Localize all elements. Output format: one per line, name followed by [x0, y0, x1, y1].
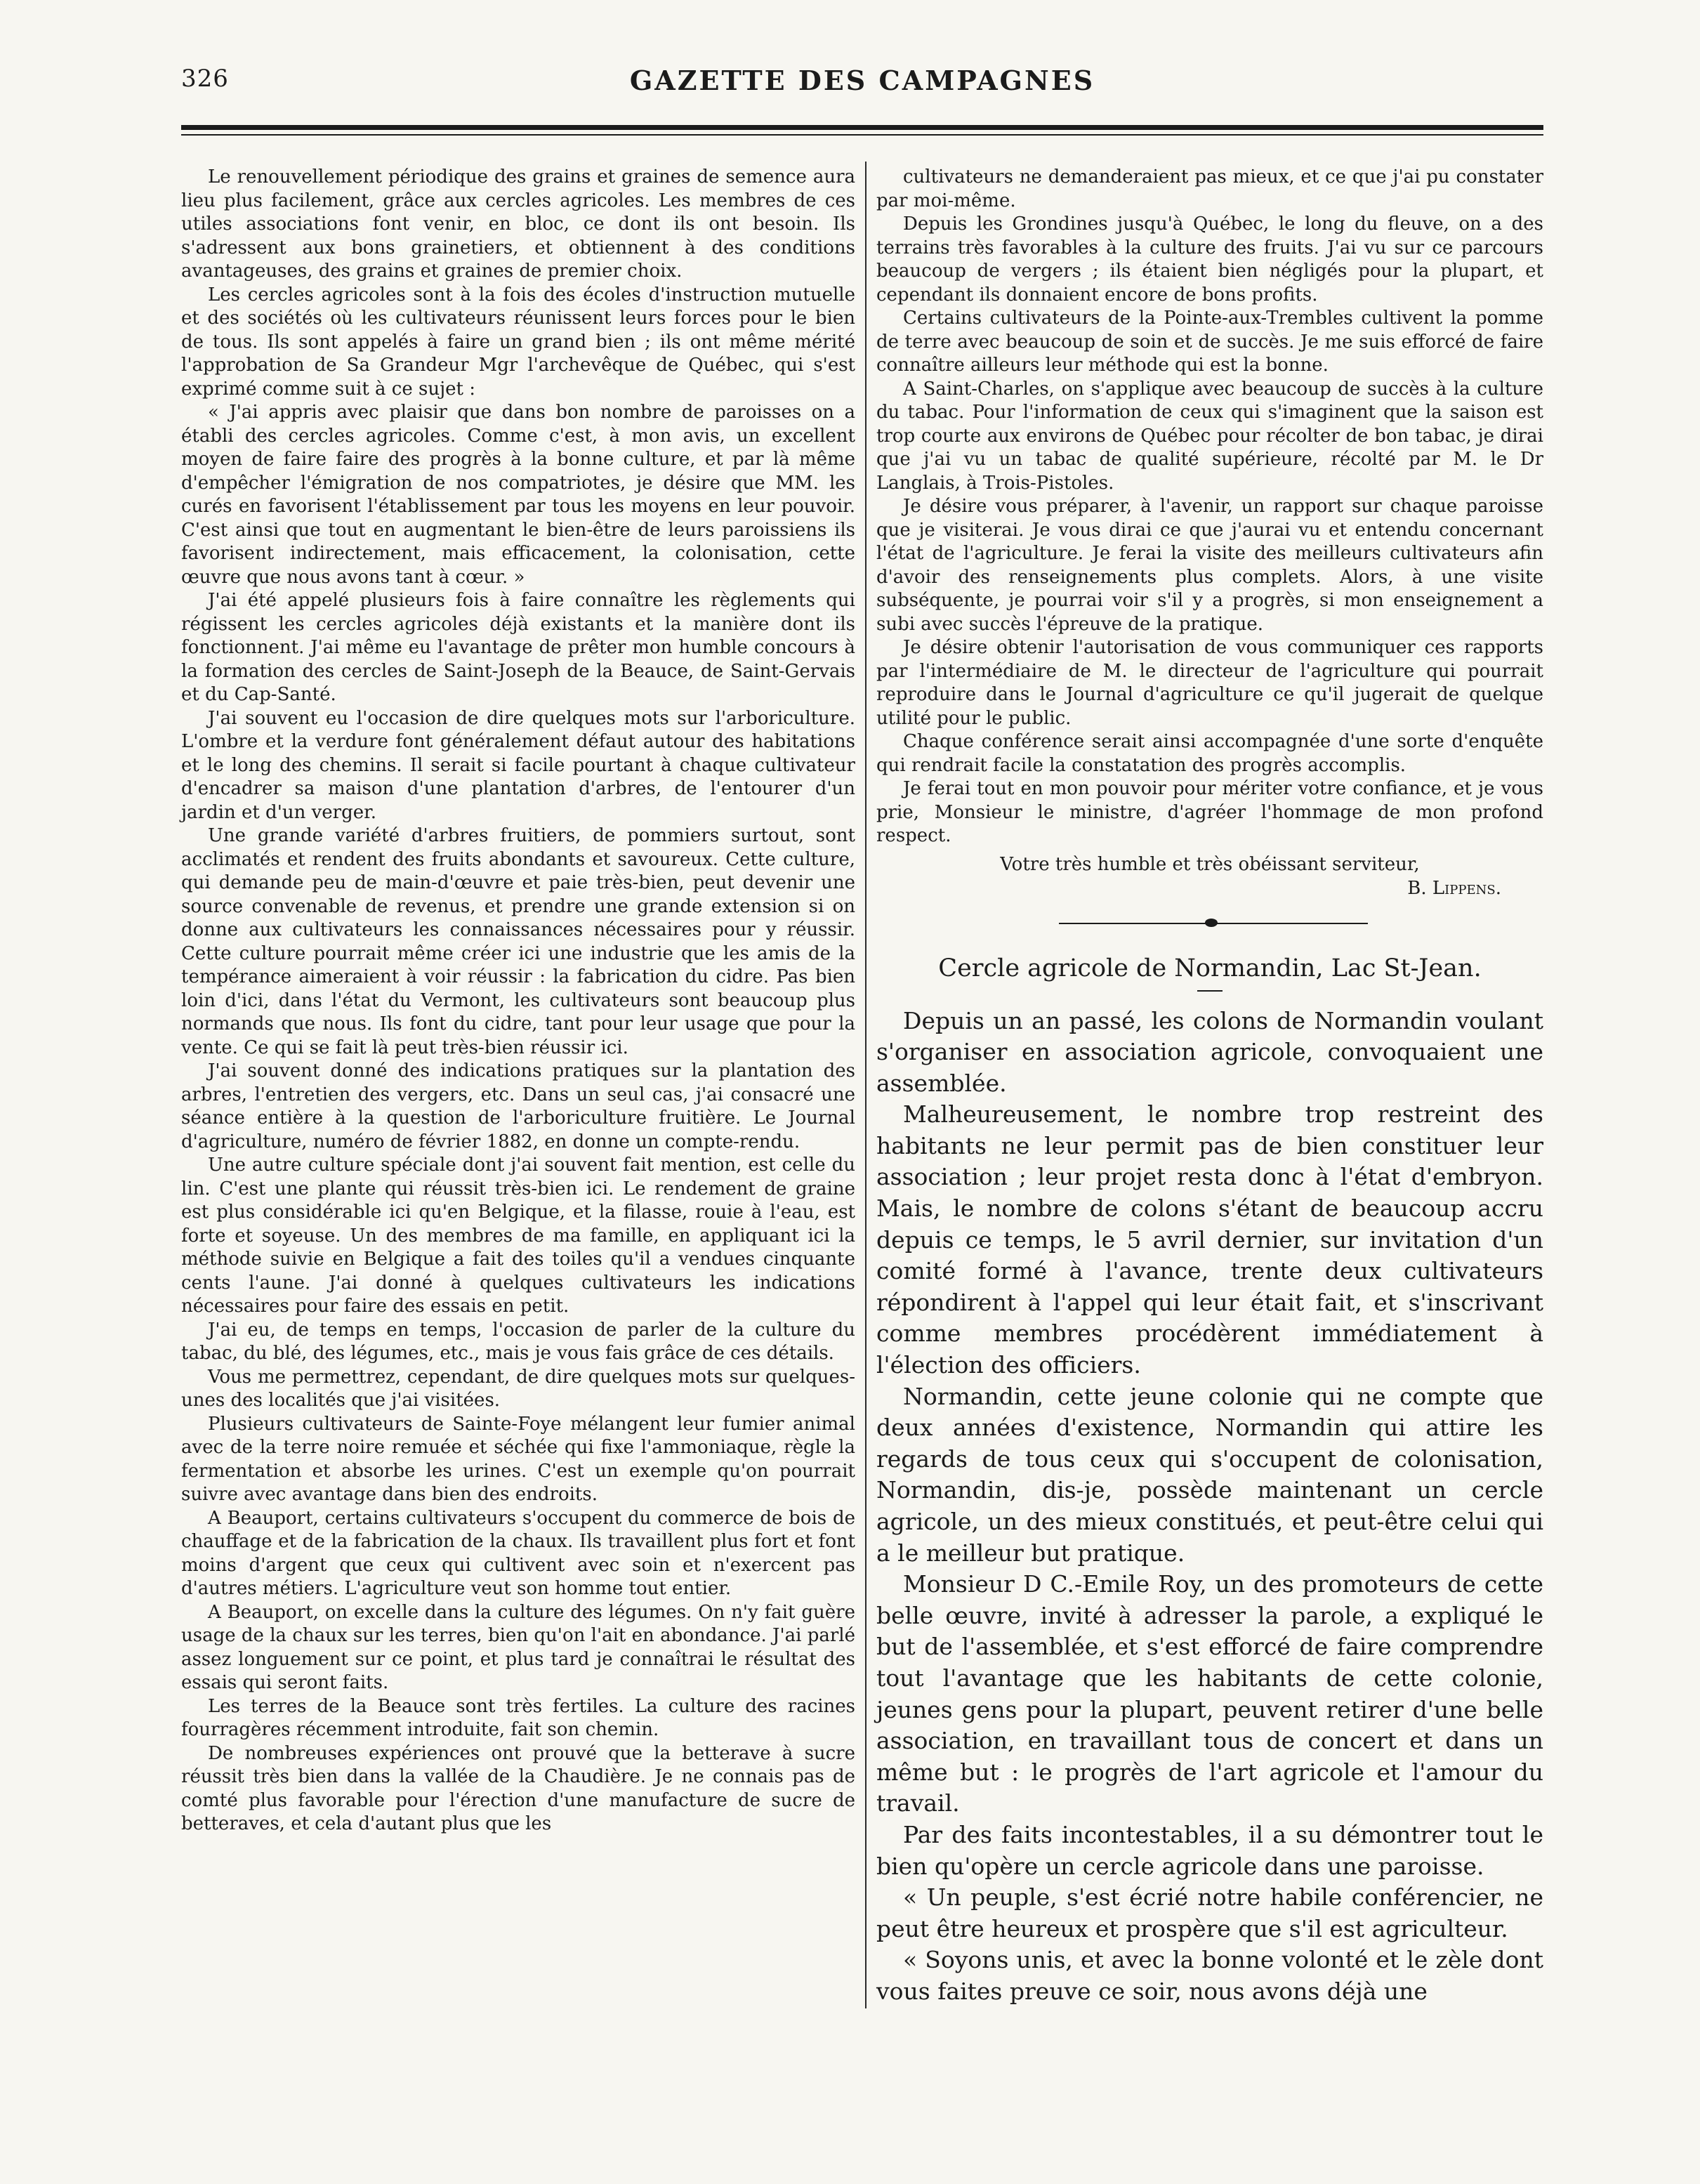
- paragraph: Par des faits incontestables, il a su démontrer tout le bien qu'opère un cercle agricole dans une paroisse.: [876, 1820, 1543, 1880]
- paragraph: J'ai été appelé plusieurs fois à faire connaître les règlements qui régissent les cercles agricoles déjà existants et la manière dont ils fonctionnent. J'ai même eu l'avantage de prêter mon humble concours à la formation des cercles de Saint-Joseph de la Beauce, de Saint-Gervais et du Cap-Santé.: [181, 590, 855, 705]
- header-rule-thick: [181, 125, 1543, 130]
- paragraph: Depuis les Grondines jusqu'à Québec, le long du fleuve, on a des terrains très favorables à la culture des fruits. J'ai vu sur ce parcours beaucoup de vergers ; ils étaient bien négligés pour la plupart, et cependant ils donnaient encore de bons profits.: [876, 213, 1543, 305]
- paragraph: A Beauport, on excelle dans la culture des légumes. On n'y fait guère usage de la chaux sur les terres, bien qu'on l'ait en abondance. J'ai parlé assez longuement sur ce point, et plus tard je connaîtrai le résultat des essais qui seront faits.: [181, 1601, 855, 1693]
- paragraph: Normandin, cette jeune colonie qui ne compte que deux années d'existence, Normandin qui attire les regards de tous ceux qui s'occupent de colonisation, Normandin, dis-je, possède maintenant un cercle agricole, un des mieux constitués, et peut-être celui qui a le meilleur but pratique.: [876, 1382, 1543, 1567]
- paragraph: Une autre culture spéciale dont j'ai souvent fait mention, est celle du lin. C'est une plante qui réussit très-bien ici. Le rendement de graine est plus considérable ici qu'en Belgique, et la filasse, rouie à l'eau, est forte et soyeuse. Un des membres de ma famille, en appliquant ici la méthode suivie en Belgique a fait des toiles qu'il a vendues cinquante cents l'aune. J'ai donné à quelques cultivateurs les indications nécessaires pour faire des essais en petit.: [181, 1155, 855, 1317]
- article-title: Cercle agricole de Normandin, Lac St-Jean.: [938, 954, 1482, 982]
- article-body: [876, 1006, 1543, 2008]
- paragraph: J'ai souvent eu l'occasion de dire quelques mots sur l'arboriculture. L'ombre et la verdure font généralement défaut autour des habitations et le long des chemins. Il serait si facile pourtant à chaque cultivateur d'encadrer sa maison d'une plantation d'arbres, de l'entourer d'un jardin et d'un verger.: [181, 707, 855, 823]
- page-header: [181, 65, 1543, 100]
- column-divider: [865, 162, 867, 2008]
- paragraph: Une grande variété d'arbres fruitiers, de pommiers surtout, sont acclimatés et rendent des fruits abondants et savoureux. Cette culture, qui demande peu de main-d'œuvre et paie très-bien, peut devenir une source convenable de revenus, et prendre une grande extension si on donne aux cultivateurs les connaissances nécessaires pour y réussir. Cette culture pourrait même créer ici une industrie que les amis de la tempérance aimeraient à voir réussir : la fabrication du cidre. Pas bien loin d'ici, dans l'état du Vermont, les cultivateurs sont beaucoup plus normands que nous. Ils font du cidre, tant pour leur usage que pour la vente. Ce qui se fait là peut très-bien réussir ici.: [181, 825, 855, 1058]
- ornament-dot: [1205, 919, 1218, 927]
- paragraph: Monsieur D C.-Emile Roy, un des promoteurs de cette belle œuvre, invité à adresser la parole, a expliqué le but de l'assemblée, et s'est efforcé de faire comprendre tout l'avantage que les habitants de cette colonie, jeunes gens pour la plupart, peuvent retirer d'une belle association, en travaillant tous de concert et dans un même but : le progrès de l'art agricole et l'amour du travail.: [876, 1570, 1543, 1817]
- header-rule-thin: [181, 134, 1543, 136]
- paragraph: Les cercles agricoles sont à la fois des écoles d'instruction mutuelle et des sociétés où les cultivateurs réunissent leurs forces pour le bien de tous. Ils sont appelés à faire un grand bien ; ils ont même mérité l'approbation de Sa Grandeur Mgr l'archevêque de Québec, qui s'est exprimé comme suit à ce sujet :: [181, 284, 855, 400]
- title-dash: [1197, 990, 1223, 992]
- paragraph: Depuis un an passé, les colons de Normandin voulant s'organiser en association agricole, convoquaient une assemblée.: [876, 1006, 1543, 1097]
- paragraph: Certains cultivateurs de la Pointe-aux-Trembles cultivent la pomme de terre avec beaucoup de soin et de succès. Je me suis efforcé de faire connaître ailleurs leur méthode qui est la bonne.: [876, 308, 1543, 376]
- page-number: 326: [181, 65, 229, 93]
- masthead-title: GAZETTE DES CAMPAGNES: [629, 65, 1095, 96]
- paragraph: De nombreuses expériences ont prouvé que la betterave à sucre réussit très bien dans la vallée de la Chaudière. Je ne connais pas de comté plus favorable pour l'érection d'une manufacture de sucre de betteraves, et cela d'autant plus que les: [181, 1742, 855, 1834]
- paragraph: A Beauport, certains cultivateurs s'occupent du commerce de bois de chauffage et de la fabrication de la chaux. Ils travaillent plus fort et font moins d'argent que ceux qui cultivent avec soin et n'exercent pas d'autres métiers. L'agriculture veut son homme tout entier.: [181, 1507, 855, 1599]
- paragraph: « J'ai appris avec plaisir que dans bon nombre de paroisses on a établi des cercles agricoles. Comme c'est, à mon avis, un excellent moyen de faire faire des progrès à la bonne culture, et par là même d'empêcher l'émigration de nos compatriotes, je désire que MM. les curés en favorisent l'établissement par tous les moyens en leur pouvoir. C'est ainsi que tout en augmentant le bien-être de leurs paroissiens ils favorisent indirectement, mais efficacement, la colonisation, cette œuvre que nous avons tant à cœur. »: [181, 402, 855, 588]
- paragraph: « Soyons unis, et avec la bonne volonté et le zèle dont vous faites preuve ce soir, nous avons déjà une: [876, 1946, 1543, 2005]
- paragraph: Plusieurs cultivateurs de Sainte-Foye mélangent leur fumier animal avec de la terre noire remuée et séchée qui fixe l'ammoniaque, règle la fermentation et absorbe les urines. C'est un exemple qu'on pourrait suivre avec avantage dans bien des endroits.: [181, 1413, 855, 1505]
- paragraph: cultivateurs ne demanderaient pas mieux, et ce que j'ai pu constater par moi-même.: [876, 166, 1543, 211]
- paragraph: J'ai souvent donné des indications pratiques sur la plantation des arbres, l'entretien des vergers, etc. Dans un seul cas, j'ai consacré une séance entière à la question de l'arboriculture fruitière. Le Journal d'agriculture, numéro de février 1882, en donne un compte-rendu.: [181, 1060, 855, 1152]
- section-ornament: [876, 910, 1543, 935]
- paragraph: Les terres de la Beauce sont très fertiles. La culture des racines fourragères récemment introduite, fait son chemin.: [181, 1695, 855, 1740]
- paragraph: Je désire vous préparer, à l'avenir, un rapport sur chaque paroisse que je visiterai. Je vous dirai ce que j'aurai vu et entendu concernant l'état de l'agriculture. Je ferai la visite des meilleurs cultivateurs afin d'avoir des renseignements plus complets. Alors, à une visite subséquente, je pourrai voir s'il y a progrès, si mon enseignement a subi avec succès l'épreuve de la pratique.: [876, 496, 1543, 635]
- letter-signoff: Votre très humble et très obéissant serviteur,: [1000, 853, 1420, 875]
- left-column: [181, 166, 855, 1836]
- paragraph: A Saint-Charles, on s'applique avec beaucoup de succès à la culture du tabac. Pour l'information de ceux qui s'imaginent que la saison est trop courte aux environs de Québec pour récolter de bon tabac, je dirai que j'ai vu un tabac de qualité supérieure, récolté par M. le Dr Langlais, à Trois-Pistoles.: [876, 378, 1543, 494]
- paragraph: Malheureusement, le nombre trop restreint des habitants ne leur permit pas de bien constituer leur association ; leur projet resta donc à l'état d'embryon. Mais, le nombre de colons s'étant de beaucoup accru depuis ce temps, le 5 avril dernier, sur invitation d'un comité formé à l'avance, trente deux cultivateurs répondirent à l'appel qui leur était fait, et s'inscrivant comme membres procédèrent immédiatement à l'élection des officiers.: [876, 1100, 1543, 1379]
- paragraph: Le renouvellement périodique des grains et graines de semence aura lieu plus facilement, grâce aux cercles agricoles. Les membres de ces utiles associations font venir, en bloc, ce dont ils ont besoin. Ils s'adressent aux bons grainetiers, et obtiennent à des conditions avantageuses, des grains et graines de premier choix.: [181, 166, 855, 282]
- paragraph: Chaque conférence serait ainsi accompagnée d'une sorte d'enquête qui rendrait facile la constatation des progrès accomplis.: [876, 731, 1543, 776]
- paragraph: Vous me permettrez, cependant, de dire quelques mots sur quelques-unes des localités que j'ai visitées.: [181, 1366, 855, 1411]
- paragraph: Je ferai tout en mon pouvoir pour mériter votre confiance, et je vous prie, Monsieur le ministre, d'agréer l'hommage de mon profond respect.: [876, 778, 1543, 846]
- right-column: [876, 166, 1543, 2008]
- letter-continuation: [876, 166, 1543, 900]
- paragraph: Je désire obtenir l'autorisation de vous communiquer ces rapports par l'intermédiaire de M. le directeur de l'agriculture qui pourrait reproduire dans le Journal d'agriculture ce qu'il jugerait de quelque utilité pour le public.: [876, 637, 1543, 729]
- paragraph: « Un peuple, s'est écrié notre habile conférencier, ne peut être heureux et prospère que s'il est agriculteur.: [876, 1883, 1543, 1942]
- paragraph: J'ai eu, de temps en temps, l'occasion de parler de la culture du tabac, du blé, des légumes, etc., mais je vous fais grâce de ces détails.: [181, 1319, 855, 1364]
- letter-signature: B. Lippens.: [1407, 877, 1501, 899]
